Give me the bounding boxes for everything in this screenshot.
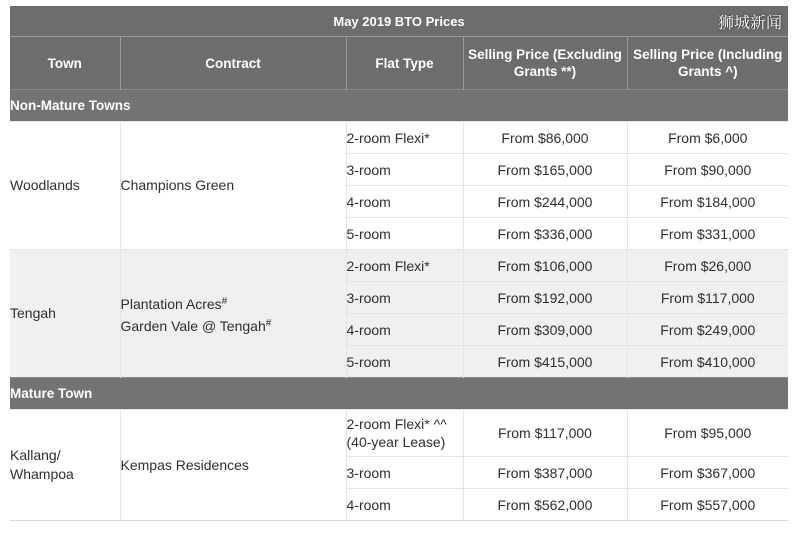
town-cell: Tengah: [10, 250, 120, 378]
table-row: [10, 250, 788, 282]
header-price-including-line1: Selling Price (Including: [633, 47, 783, 62]
contract-name: Plantation Acres: [120, 295, 222, 312]
footnote-mark: #: [265, 317, 272, 329]
header-town: Town: [10, 37, 120, 90]
price-excluding-cell: From $165,000: [463, 154, 627, 186]
price-including-cell: From $367,000: [627, 457, 788, 489]
flat-type-line: 2-room Flexi* ^^: [346, 416, 447, 432]
price-including-cell: From $117,000: [627, 282, 788, 314]
header-price-excluding: [463, 37, 627, 90]
contract-cell: Champions Green: [120, 122, 346, 250]
town-cell: Woodlands: [10, 122, 120, 250]
price-excluding-cell: From $309,000: [463, 314, 627, 346]
bto-price-table: [10, 6, 788, 520]
title-row: [10, 6, 788, 37]
price-excluding-cell: From $106,000: [463, 250, 627, 282]
price-including-cell: From $90,000: [627, 154, 788, 186]
flat-type-cell: 3-room: [346, 154, 463, 186]
flat-type-cell: 2-room Flexi*: [346, 250, 463, 282]
table-row: [10, 122, 788, 154]
header-price-including-line2: Grants ^): [677, 64, 738, 79]
section-row: [10, 378, 788, 410]
flat-type-cell: 4-room: [346, 186, 463, 218]
price-including-cell: From $410,000: [627, 346, 788, 378]
price-including-cell: From $331,000: [627, 218, 788, 250]
price-excluding-cell: From $86,000: [463, 122, 627, 154]
flat-type-cell: 5-room: [346, 218, 463, 250]
price-excluding-cell: From $562,000: [463, 489, 627, 521]
header-contract: Contract: [120, 37, 346, 90]
price-including-cell: From $95,000: [627, 410, 788, 457]
price-including-cell: From $6,000: [627, 122, 788, 154]
price-excluding-cell: From $192,000: [463, 282, 627, 314]
price-excluding-cell: From $336,000: [463, 218, 627, 250]
flat-type-line: (40-year Lease): [346, 434, 446, 450]
price-excluding-cell: From $117,000: [463, 410, 627, 457]
header-price-excluding-line2: Grants **): [513, 64, 577, 79]
section-label-non-mature: Non-Mature Towns: [10, 90, 788, 122]
table-row: [10, 410, 788, 457]
flat-type-cell: [346, 410, 463, 457]
footnote-mark: #: [221, 295, 228, 307]
header-price-excluding-line1: Selling Price (Excluding: [468, 47, 622, 62]
contract-cell: Kempas Residences: [120, 410, 346, 521]
price-including-cell: From $26,000: [627, 250, 788, 282]
flat-type-cell: 3-room: [346, 282, 463, 314]
flat-type-cell: 5-room: [346, 346, 463, 378]
contract-name: Garden Vale @ Tengah: [120, 317, 266, 334]
town-name-line: Kallang/: [10, 447, 61, 463]
table-bottom-border: [10, 520, 788, 521]
price-excluding-cell: From $387,000: [463, 457, 627, 489]
section-label-mature: Mature Town: [10, 378, 788, 410]
header-flat-type: Flat Type: [346, 37, 463, 90]
watermark-text: 狮城新闻: [718, 13, 783, 32]
price-excluding-cell: From $415,000: [463, 346, 627, 378]
header-row: [10, 37, 788, 90]
flat-type-cell: 3-room: [346, 457, 463, 489]
flat-type-cell: 4-room: [346, 314, 463, 346]
price-including-cell: From $184,000: [627, 186, 788, 218]
price-including-cell: From $249,000: [627, 314, 788, 346]
header-price-including: [627, 37, 788, 90]
price-including-cell: From $557,000: [627, 489, 788, 521]
table-title: May 2019 BTO Prices: [10, 6, 788, 37]
contract-cell: [120, 250, 346, 378]
flat-type-cell: 2-room Flexi*: [346, 122, 463, 154]
town-name-line: Whampoa: [10, 466, 74, 482]
price-excluding-cell: From $244,000: [463, 186, 627, 218]
town-cell: [10, 410, 120, 521]
flat-type-cell: 4-room: [346, 489, 463, 521]
section-row: [10, 90, 788, 122]
